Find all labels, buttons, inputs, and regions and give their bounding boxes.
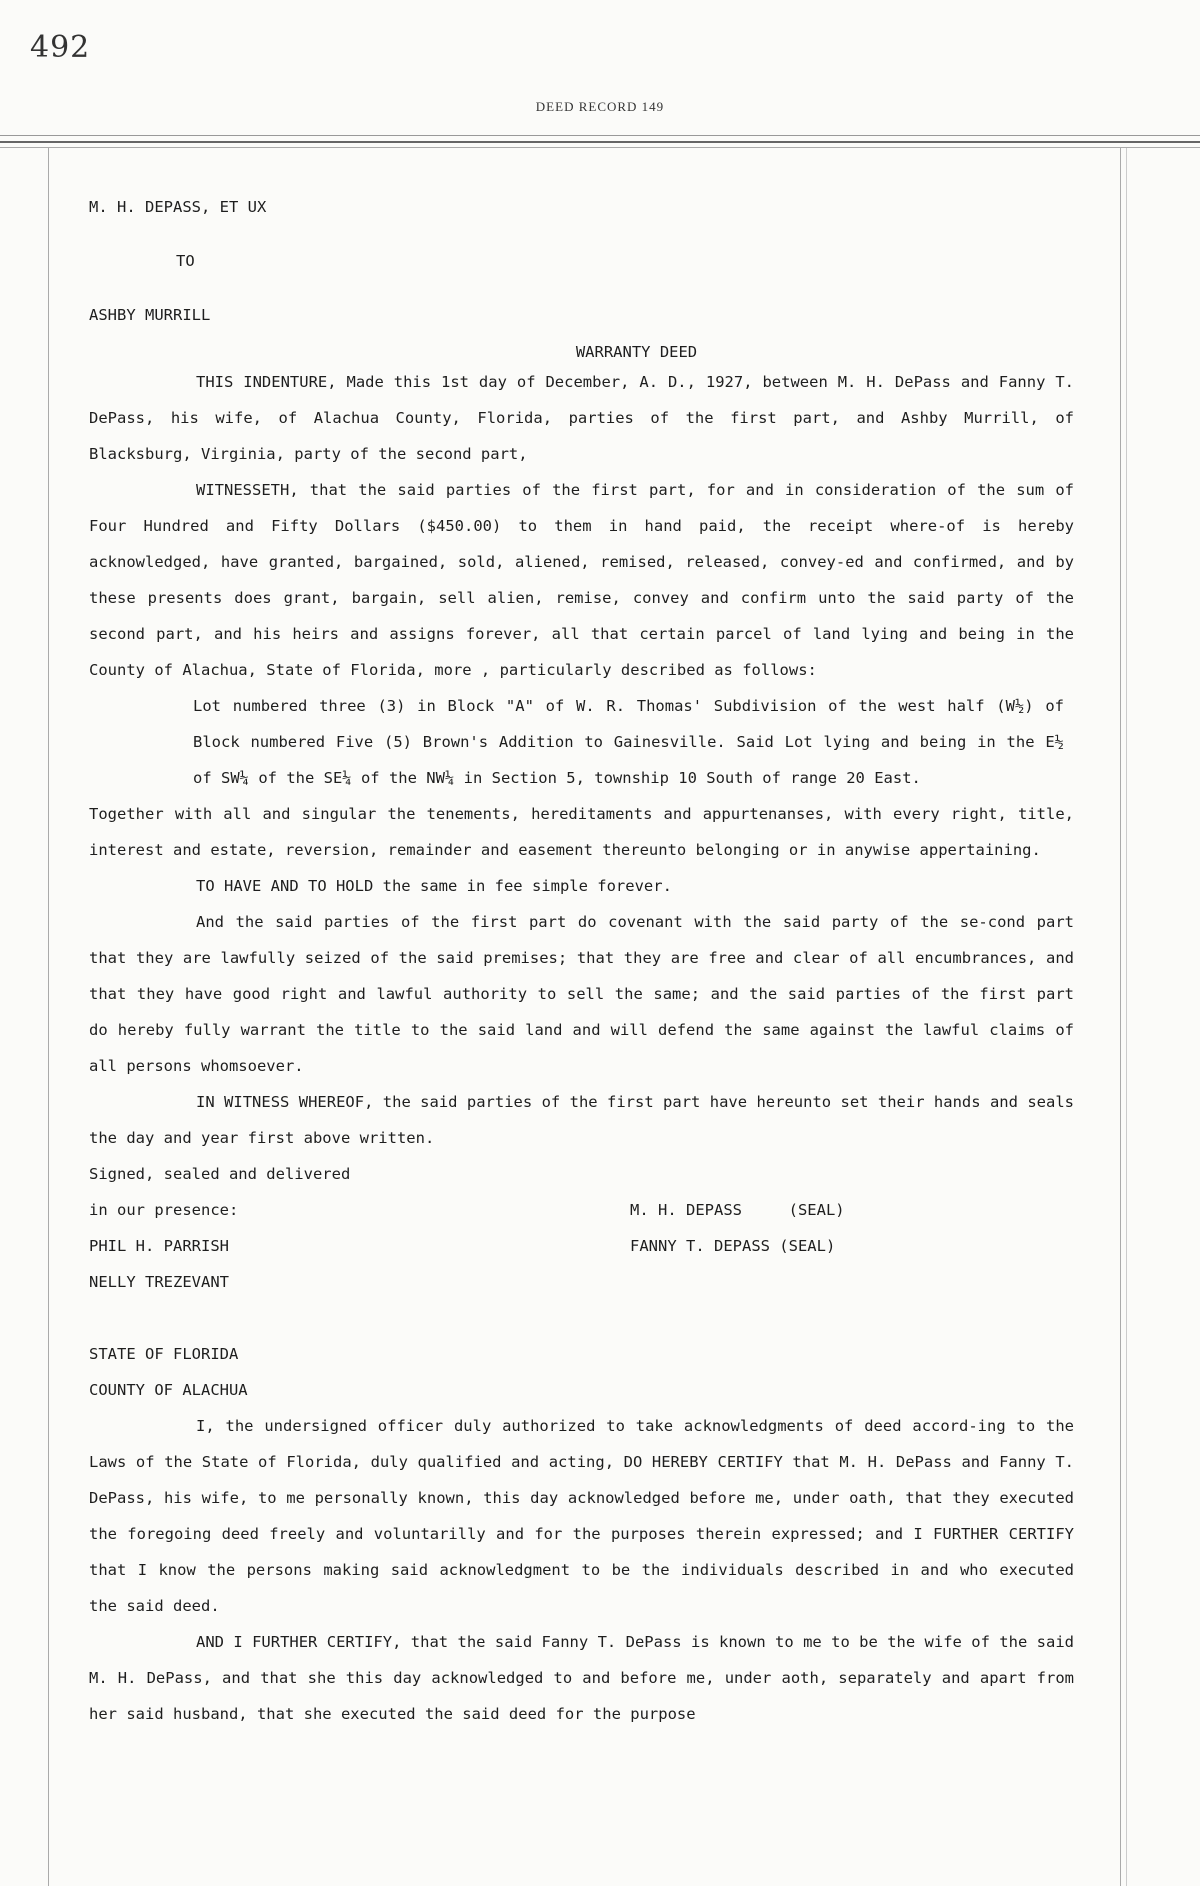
habendum-paragraph: TO HAVE AND TO HOLD the same in fee simple forever. bbox=[196, 877, 672, 895]
header-rule-lower bbox=[0, 147, 1200, 148]
grantee-name: ASHBY MURRILL bbox=[89, 306, 211, 324]
parties-block bbox=[89, 180, 1074, 342]
left-margin-line bbox=[48, 148, 49, 1886]
venue-state: STATE OF FLORIDA bbox=[89, 1345, 239, 1363]
presence-line: in our presence: bbox=[89, 1201, 239, 1219]
venue-county: COUNTY OF ALACHUA bbox=[89, 1381, 248, 1399]
acknowledgment-block bbox=[89, 1336, 1074, 1732]
wife-acknowledgment-paragraph: AND I FURTHER CERTIFY, that the said Fanny T. DePass is known to me to be the wife of the said M. H. DePass, and that she this day acknowledged to and before me, under aoth, separately and apart from her said husband, that she executed the said deed for the purpose bbox=[89, 1633, 1074, 1723]
together-paragraph: Together with all and singular the tenements, hereditaments and appurtenanses, with every right, title, interest and estate, reversion, remainder and easement thereunto belonging or in anywise appertaining. bbox=[89, 805, 1074, 859]
right-margin-line-inner bbox=[1126, 148, 1127, 1886]
right-margin-line bbox=[1120, 148, 1121, 1886]
signer-1: M. H. DEPASS (SEAL) bbox=[630, 1201, 845, 1219]
testimonium-paragraph: IN WITNESS WHEREOF, the said parties of the first part have hereunto set their hands and seals the day and year first above written. bbox=[89, 1093, 1074, 1147]
record-header: DEED RECORD 149 bbox=[535, 99, 665, 114]
page-number: 492 bbox=[30, 30, 91, 65]
legal-description: Lot numbered three (3) in Block "A" of W. R. Thomas' Subdivision of the west half (W½) of Block numbered Five (5) Brown's Addition to Gainesville. Said Lot lying and being in the E½ of SW¼ of the SE¼ of the NW¼ in Section 5, township 10 South of range 20 East. bbox=[193, 697, 1064, 787]
deed-title: WARRANTY DEED bbox=[575, 343, 698, 361]
acknowledgment-paragraph: I, the undersigned officer duly authorized to take acknowledgments of deed accord-ing to the Laws of the State of Florida, duly qualified and acting, DO HEREBY CERTIFY that M. H. DePass and Fanny T. DePass, his wife, to me personally known, this day acknowledged before me, under oath, that they executed the foregoing deed freely and voluntarilly and for the purposes therein expressed; and I FURTHER CERTIFY that I know the persons making said acknowledgment to be the individuals described in and who executed the said deed. bbox=[89, 1417, 1074, 1615]
deed-document bbox=[89, 180, 1074, 1732]
grantor-name: M. H. DEPASS, ET UX bbox=[89, 198, 267, 216]
to-label: TO bbox=[176, 252, 195, 270]
witness-2: NELLY TREZEVANT bbox=[89, 1273, 229, 1291]
covenant-paragraph: And the said parties of the first part do covenant with the said party of the se-cond part that they are lawfully seized of the said premises; that they are free and clear of all encumbrances, and that they have good right and lawful authority to sell the same; and the said parties of the first part do hereby fully warrant the title to the said land and will defend the same against the lawful claims of all persons whomsoever. bbox=[89, 913, 1074, 1075]
signer-2: FANNY T. DEPASS (SEAL) bbox=[630, 1237, 836, 1255]
witness-1: PHIL H. PARRISH bbox=[89, 1237, 229, 1255]
header-rule-double bbox=[0, 141, 1200, 143]
header-rule bbox=[0, 135, 1200, 136]
signature-block bbox=[89, 1156, 1074, 1300]
witnesseth-paragraph: WITNESSETH, that the said parties of the first part, for and in consideration of the sum of Four Hundred and Fifty Dollars ($450.00) to them in hand paid, the receipt where-of is hereby acknowledged, have granted, bargained, sold, aliened, remised, released, convey-ed and confirmed, and by these presents does grant, bargain, sell alien, remise, convey and confirm unto the said party of the second part, and his heirs and assigns forever, all that certain parcel of land lying and being in the County of Alachua, State of Florida, more , particularly described as follows: bbox=[89, 481, 1074, 679]
indenture-paragraph: THIS INDENTURE, Made this 1st day of December, A. D., 1927, between M. H. DePass and Fanny T. DePass, his wife, of Alachua County, Florida, parties of the first part, and Ashby Murrill, of Blacksburg, Virginia, party of the second part, bbox=[89, 373, 1074, 463]
signed-sealed-line: Signed, sealed and delivered bbox=[89, 1165, 351, 1183]
